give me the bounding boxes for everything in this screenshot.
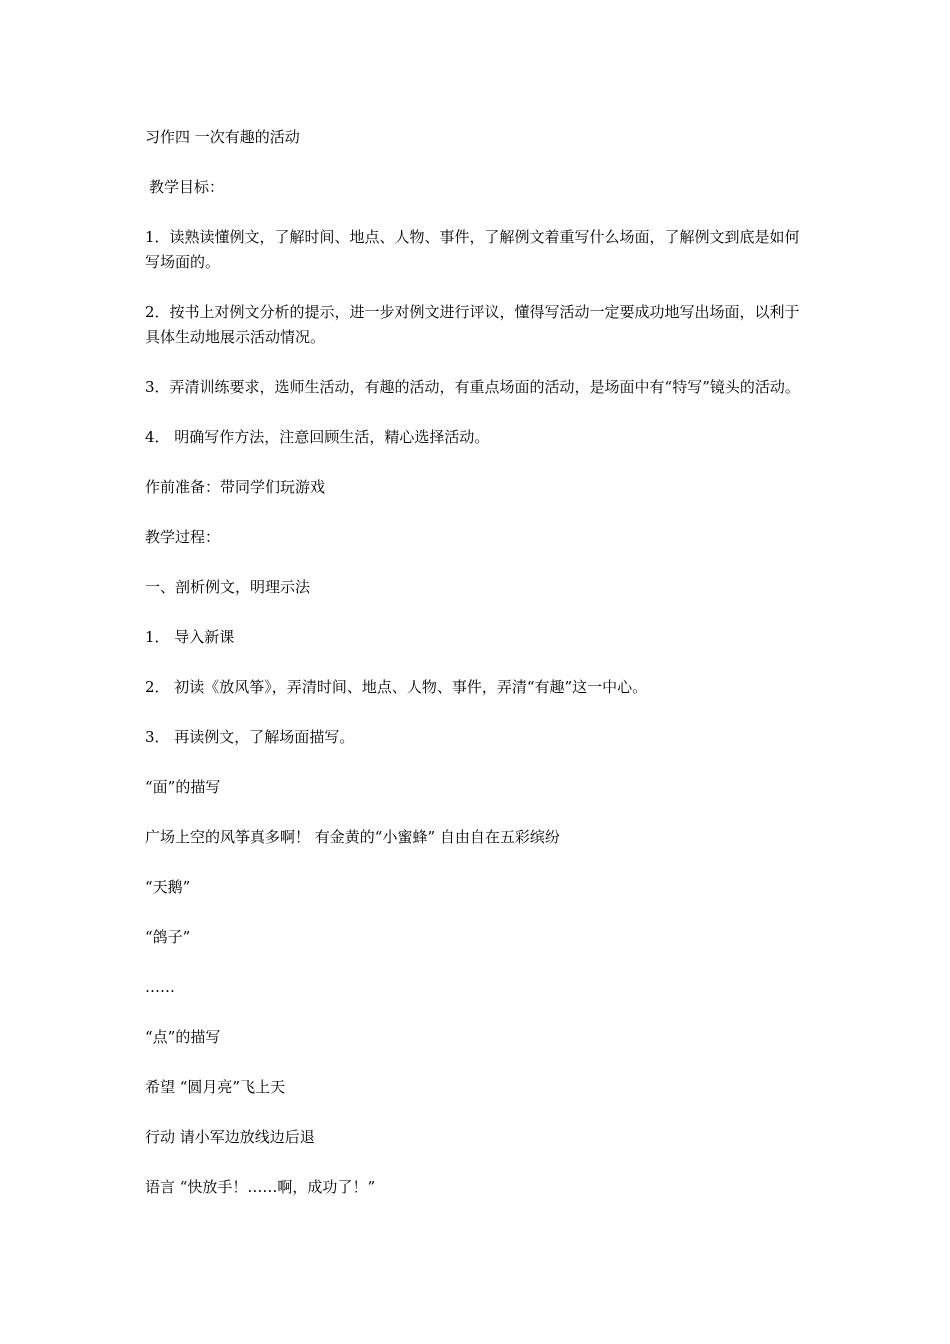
process-heading: 教学过程： xyxy=(145,528,221,546)
point-line: 语言 “快放手！……啊，成功了！” xyxy=(145,1178,376,1196)
point-heading: “点”的描写 xyxy=(145,1028,221,1046)
surface-heading: “面”的描写 xyxy=(145,778,221,796)
point-line: 行动 请小军边放线边后退 xyxy=(145,1128,315,1146)
surface-line: “鸽子” xyxy=(145,928,191,946)
surface-line: “天鹅” xyxy=(145,878,191,896)
document-title: 习作四 一次有趣的活动 xyxy=(145,128,300,146)
goals-heading: 教学目标： xyxy=(149,178,225,196)
surface-line: …… xyxy=(145,978,175,996)
goal-item: 1．读熟读懂例文，了解时间、地点、人物、事件，了解例文着重写什么场面，了解例文到底是如何写场面的。 xyxy=(145,228,800,271)
step-item: 1． 导入新课 xyxy=(145,628,235,646)
goal-item: 3．弄清训练要求，选师生活动，有趣的活动，有重点场面的活动，是场面中有“特写”镜头的活动。 xyxy=(145,378,800,396)
surface-line: 广场上空的风筝真多啊！ 有金黄的“小蜜蜂” 自由自在五彩缤纷 xyxy=(145,828,560,846)
step-item: 3． 再读例文，了解场面描写。 xyxy=(145,728,355,746)
goal-item: 4． 明确写作方法，注意回顾生活，精心选择活动。 xyxy=(145,428,490,446)
preparation: 作前准备：带同学们玩游戏 xyxy=(145,478,326,496)
goal-item: 2．按书上对例文分析的提示，进一步对例文进行评议，懂得写活动一定要成功地写出场面，以利于具体生动地展示活动情况。 xyxy=(145,303,800,346)
document-body xyxy=(145,125,810,1225)
step-item: 2． 初读《放风筝》，弄清时间、地点、人物、事件，弄清“有趣”这一中心。 xyxy=(145,678,648,696)
section-heading: 一、剖析例文，明理示法 xyxy=(145,578,311,596)
point-line: 希望 “圆月亮”飞上天 xyxy=(145,1078,286,1096)
